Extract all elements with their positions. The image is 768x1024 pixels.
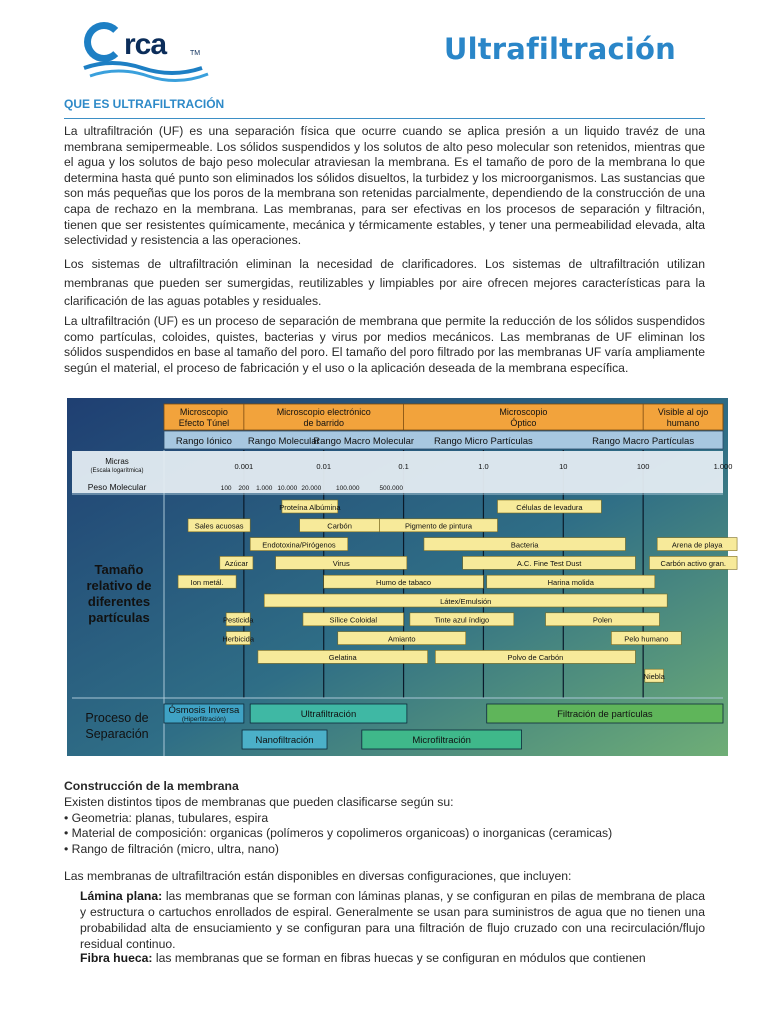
microscope-label: Microscopio [499,407,548,417]
peso-tick: 20.000 [301,485,322,492]
micras-tick: 1.0 [478,462,489,471]
configurations-intro: Las membranas de ultrafiltración están disponibles en diversas configuraciones, que incluyen: [64,869,572,883]
size-axis-label: relativo de [86,578,152,593]
micras-label: Micras [105,457,129,466]
particle-label: Endotoxina/Pirógenos [262,540,336,550]
particle-label: Azúcar [224,559,249,569]
particle-label: Ion metál. [190,578,224,587]
particle-label: Humo de tabaco [376,578,432,587]
paragraph-3: La ultrafiltración (UF) es un proceso de separación de membrana que permite la reducción de los sólidos suspendidos como partículas, coloides, quistes, bacterias y virus por medios mecánicos. Las membranas de UF eliminan los sólidos suspendidos en base al tamaño del poro. El tamaño del poro filtrado por las membranas UF varía ampliamente según el material, el proceso de fabricación y el uso o la aplicación deseada de la membrana específica. [64,314,705,375]
particle-label: Niebla [643,672,665,681]
bullet-range: • Rango de filtración (micro, ultra, nano) [64,842,279,857]
microscope-label: Visible al ojo [657,407,709,417]
config-flat-sheet [80,888,705,952]
peso-tick: 10.000 [277,485,298,492]
particle-label: Polvo de Carbón [507,653,564,663]
config-term: Fibra hueca: [80,951,153,965]
logo-ring-icon [84,22,124,62]
particle-label: Arena de playa [671,540,723,550]
document-title: Ultrafiltración [443,32,676,66]
bullet-material: • Material de composición: organicas (polímeros y copolimeros organicoas) o inorganicas (ceramicas) [64,826,613,841]
process-axis-label: Separación [85,727,149,741]
microscope-label: Óptico [510,418,537,428]
particle-label: Gelatina [328,653,357,663]
micras-sublabel: (Escala logarítmica) [90,468,144,474]
particle-label: Carbón activo gran. [660,559,726,569]
micras-tick: 0.01 [316,462,332,471]
micras-tick: 100 [636,462,650,471]
microscope-label: Microscopio electrónico [276,407,371,417]
microscope-label: Efecto Túnel [178,418,230,428]
particle-label: Sílice Coloidal [329,615,378,625]
process-label: Ultrafiltración [300,709,357,720]
particle-label: Bacteria [510,540,539,550]
logo-trademark: TM [190,50,201,57]
config-text: las membranas que se forman con láminas planas, y se configuran en pilas de membrana de placa y estructura o cartuchos enrollados de espiral. Generalmente se usan para suministros de agua que no tienen una probabilidad alta de ensuciamiento y se configuran para una filtración de flujo cruzado con una recirculación/flujo residual continuo. [80,889,706,951]
particle-label: Sales acuosas [194,521,244,531]
paragraph-2: Los sistemas de ultrafiltración eliminan la necesidad de clarificadores. Los sistemas de ultrafiltración utilizan membranas que pueden ser sumergidas, reutilizables y limpiables por aire ofrecen mejores características para la clarificación de las aguas potables y residuales. [64,257,705,308]
config-hollow-fiber [80,950,705,966]
micras-tick: 0.1 [398,462,409,471]
peso-tick: 500.000 [379,485,403,492]
construction-intro: Existen distintos tipos de membranas que pueden clasificarse según su: [64,794,454,809]
micras-tick: 0.001 [234,462,254,471]
size-axis-label: partículas [88,610,150,625]
particle-label: Polen [592,615,613,625]
peso-label: Peso Molecular [87,482,147,492]
paragraph-1: La ultrafiltración (UF) es una separación física que ocurre cuando se aplica presión a un liquido travéz de una membrana semipermeable. Los sólidos suspendidos y los solutos de alto peso molecular son retenidos, mientras que el agua y los solutos de bajo peso molecular atraviesan la membrana. Es el tamaño de poro de la membrana lo que determina hasta qué punto son eliminados los sólidos disueltos, la turbidez y los microorganismos. Las sustancias que son más pequeñas que los poros de la membrana son retenidas parcialmente, dependiendo de la construcción de una capa de rechazo en la membrana. Las membranas, para ser efectivas en los procesos de separación y filtración, tienen que ser resistentes químicamente, mecánica y térmicamente estables, y tener una permeabilidad elevada, alta selectividad y resistencia a las operaciones. [64,124,705,248]
micras-tick: 10 [559,462,568,471]
particle-label: Proteína Albúmina [279,502,341,512]
construction-heading: Construcción de la membrana [64,779,239,793]
range-label: Rango Macro Molecular [313,436,415,447]
particle-label: Pesticida [222,615,254,625]
size-axis-label: Tamaño [94,562,144,577]
particle-label: Tinte azul índigo [434,615,490,625]
particle-label: Células de levadura [516,502,583,512]
config-term: Lámina plana: [80,889,163,903]
particle-label: Amianto [387,634,416,644]
microscope-label: de barrido [303,418,344,428]
particle-label: A.C. Fine Test Dust [516,559,582,569]
logo-text: rca [124,28,167,61]
logo-wave-icon [82,60,212,82]
size-axis-label: diferentes [87,594,151,609]
membrane-construction [64,779,705,858]
microscope-label: humano [666,418,700,428]
section-divider [64,118,705,119]
range-label: Rango Macro Partículas [592,436,695,447]
config-text: las membranas que se forman en fibras huecas y se configuran en módulos que contienen [152,951,646,965]
process-label: Ósmosis Inversa [168,705,240,716]
process-sublabel: (Hiperfiltración) [181,716,226,723]
process-label: Nanofiltración [255,735,314,746]
particle-label: Carbón [327,521,352,531]
microscope-row [164,404,723,430]
peso-tick: 200 [238,485,250,492]
particle-label: Virus [332,559,350,569]
peso-tick: 1.000 [256,485,273,492]
range-label: Rango Molecular [247,436,320,447]
microscope-label: Microscopio [179,407,228,417]
particle-label: Harina molida [547,578,594,587]
range-label: Rango Micro Partículas [434,436,533,447]
peso-tick: 100 [220,485,232,492]
range-label: Rango Iónico [175,436,232,447]
particle-label: Pelo humano [624,634,669,644]
micras-tick: 1.000 [713,462,733,471]
particle-label: Pigmento de pintura [404,521,473,531]
section-title: QUE ES ULTRAFILTRACIÓN [64,97,225,111]
process-label: Microfiltración [412,735,471,746]
particle-label: Látex/Emulsión [440,596,492,606]
filtration-spectrum-chart [67,398,733,756]
process-axis-label: Proceso de [85,711,149,725]
process-label: Filtración de partículas [557,709,653,720]
orca-logo [82,20,212,82]
peso-tick: 100.000 [336,485,360,492]
bullet-geometry: • Geometria: planas, tubulares, espira [64,810,269,825]
particle-label: Herbicida [222,634,255,644]
